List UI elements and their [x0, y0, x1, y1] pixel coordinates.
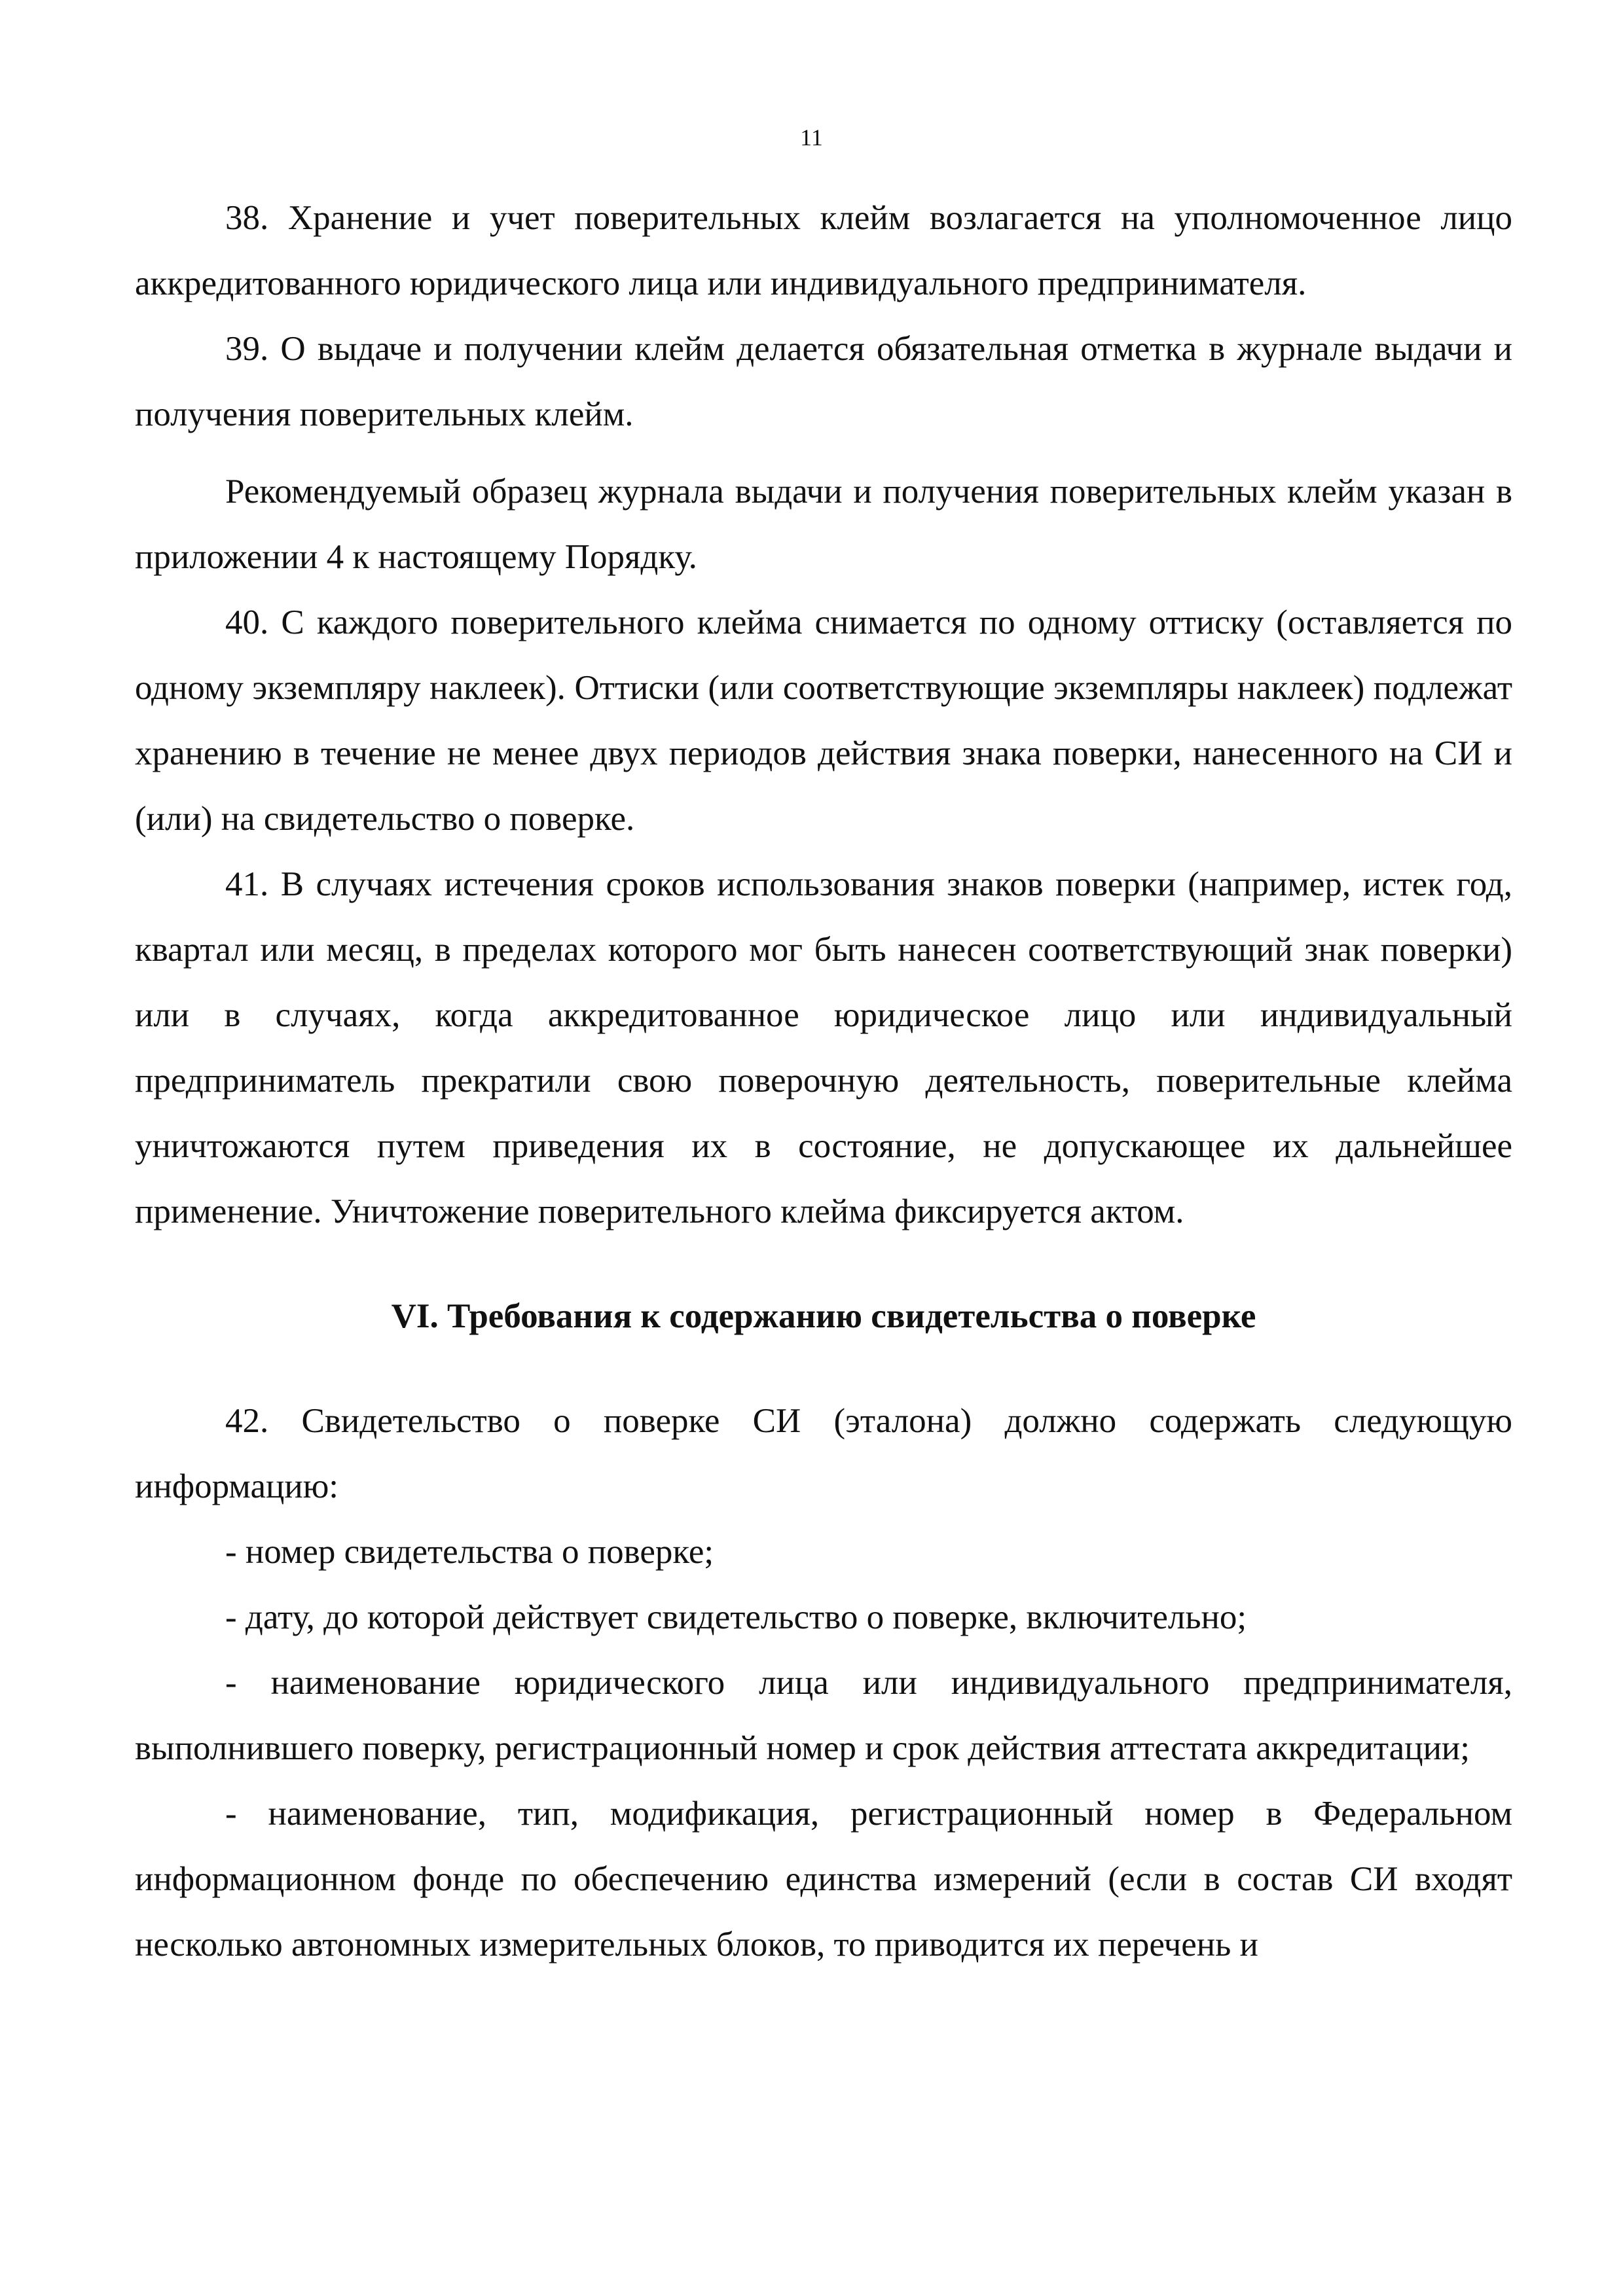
- paragraph-41: 41. В случаях истечения сроков использования знаков поверки (например, истек год, квартал или месяц, в пределах которого мог быть нанесен соответствующий знак поверки) или в случаях, когда аккредитованное юридическое лицо или индивидуальный предприниматель прекратили свою поверочную деятельность, поверительные клейма уничтожаются путем приведения их в состояние, не допускающее их дальнейшее применение. Уничтожение поверительного клейма фиксируется актом.: [135, 865, 1512, 1230]
- paragraph-39: 39. О выдаче и получении клейм делается обязательная отметка в журнале выдачи и получения поверительных клейм.: [135, 330, 1512, 433]
- section-heading: VI. Требования к содержанию свидетельства о поверке: [391, 1297, 1256, 1335]
- document-body: [135, 185, 1512, 1977]
- list-item: - номер свидетельства о поверке;: [225, 1533, 714, 1571]
- list-item: - наименование юридического лица или индивидуального предпринимателя, выполнившего поверку, регистрационный номер и срок действия аттестата аккредитации;: [135, 1664, 1512, 1767]
- list-item: - наименование, тип, модификация, регистрационный номер в Федеральном информационном фонде по обеспечению единства измерений (если в состав СИ входят несколько автономных измерительных блоков, то приводится их перечень и: [135, 1795, 1512, 1964]
- list-item: - дату, до которой действует свидетельство о поверке, включительно;: [225, 1598, 1247, 1636]
- paragraph-38: 38. Хранение и учет поверительных клейм возлагается на уполномоченное лицо аккредитованного юридического лица или индивидуального предпринимателя.: [135, 199, 1512, 302]
- paragraph-42: 42. Свидетельство о поверке СИ (эталона) должно содержать следующую информацию:: [135, 1402, 1512, 1505]
- paragraph-40: 40. С каждого поверительного клейма снимается по одному оттиску (оставляется по одному экземпляру наклеек). Оттиски (или соответствующие экземпляры наклеек) подлежат хранению в течение не менее двух периодов действия знака поверки, нанесенного на СИ и (или) на свидетельство о поверке.: [135, 603, 1512, 838]
- page-number: 11: [800, 124, 823, 151]
- paragraph-39-recommendation: Рекомендуемый образец журнала выдачи и получения поверительных клейм указан в приложении 4 к настоящему Порядку.: [135, 473, 1512, 576]
